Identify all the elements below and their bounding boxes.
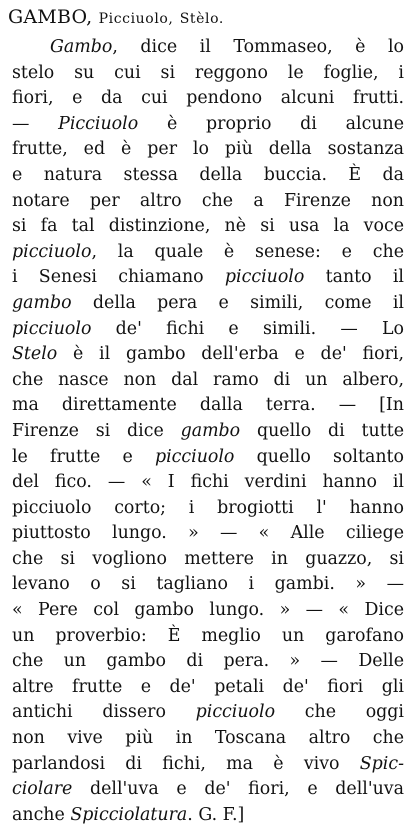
text-segment: che un gambo di pera. » — Delle [12,651,404,672]
italic-term: picciuolo [12,241,92,262]
text-segment: parlandosi di fichi, ma è vivo [12,753,360,774]
text-line [12,547,404,573]
text-segment: anche [12,804,71,825]
text-segment: quello soltanto [234,446,405,467]
text-line [12,342,404,368]
text-line [12,163,404,189]
text-segment: , dice il Tommaseo, è lo [112,37,404,57]
text-segment: della pera e simili, come il [71,292,404,313]
text-line [12,700,404,726]
text-line [12,752,404,778]
text-line [12,624,404,650]
synonym-stelo: Stèlo. [179,11,224,27]
text-segment: altre frutte e de' petali de' fiori gli [12,676,404,697]
text-segment: — [12,113,59,134]
text-segment: si fa tal distinzione, nè si usa la voce [12,216,404,237]
italic-term: ciolare [12,779,73,800]
text-segment: ma direttamente dalla terra. — [In [12,395,404,416]
text-segment: che oggi [275,702,404,723]
text-segment: stelo su cui si reggono le foglie, i [12,62,404,83]
text-line [12,137,404,163]
text-segment: « Pere col gambo lungo. » — « Dice [12,600,404,621]
text-line [12,265,404,291]
text-segment: Firenze si dice [12,420,181,441]
text-line [12,803,404,828]
text-line [12,649,404,675]
text-line [12,675,404,701]
text-line [12,214,404,240]
text-segment: del fico. — « I fichi verdini hanno il [12,472,404,493]
text-segment: piuttosto lungo. » — « Alle ciliege [12,523,404,544]
text-segment: frutte, ed è per lo più della sostanza [12,139,404,160]
text-segment: . G. F.] [187,804,245,825]
text-segment: tanto il [304,267,404,288]
synonym-picciuolo: Picciuolo, [98,11,174,27]
italic-term: picciuolo [224,267,305,288]
text-line [12,291,404,317]
text-line [12,726,404,752]
text-line [12,61,404,87]
text-line [12,86,404,112]
text-segment: , la quale è senese: e che [91,241,404,262]
text-line [12,240,404,266]
text-segment: i Senesi chiamano [12,267,225,288]
text-segment: picciuolo corto; i brogiotti l' hanno [12,497,404,518]
entry-body [12,35,404,828]
italic-term: gambo [180,420,241,441]
italic-term: picciuolo [154,446,235,467]
text-line [12,521,404,547]
text-segment: le frutte e [12,446,155,467]
text-line [12,368,404,394]
text-line [12,572,404,598]
italic-term: gambo [12,292,72,313]
italic-term: picciuolo [12,318,92,339]
italic-term: Spicciolatura [70,804,188,825]
text-line [12,35,404,61]
text-segment: de' fichi e simili. — Lo [91,318,404,339]
text-line [12,445,404,471]
italic-term: Picciuolo [58,113,139,134]
text-segment: un proverbio: È meglio un garofano [12,625,404,646]
text-line [12,598,404,624]
text-segment: fiori, e da cui pendono alcuni frutti. [12,88,404,109]
text-segment: che nasce non dal ramo di un albero, [12,369,404,390]
text-segment: è il gambo dell'erba e de' fiori, [57,344,404,365]
italic-term: Stelo [12,344,58,365]
headword: GAMBO, [8,6,93,28]
italic-term: picciuolo [195,702,276,723]
text-line [12,393,404,419]
text-line [12,470,404,496]
text-line [12,189,404,215]
text-segment: dell'uva e de' fiori, e dell'uva [72,779,404,800]
italic-term: Gambo [50,37,113,57]
text-segment: notare per altro che a Firenze non [12,190,404,211]
text-line [12,419,404,445]
text-segment: che si vogliono mettere in guazzo, si [12,548,404,569]
text-segment: non vive più in Toscana altro che [12,728,404,749]
text-segment: levano o si tagliano i gambi. » — [12,574,404,595]
text-line [12,496,404,522]
text-segment: antichi dissero [12,702,196,723]
italic-term: Spic- [359,753,404,774]
text-line [12,777,404,803]
text-segment: e natura stessa della buccia. È da [12,164,404,185]
text-line [12,112,404,138]
text-segment: è proprio di alcune [138,113,405,134]
entry-heading [8,6,224,30]
text-line [12,317,404,343]
text-segment: quello di tutte [240,420,404,441]
